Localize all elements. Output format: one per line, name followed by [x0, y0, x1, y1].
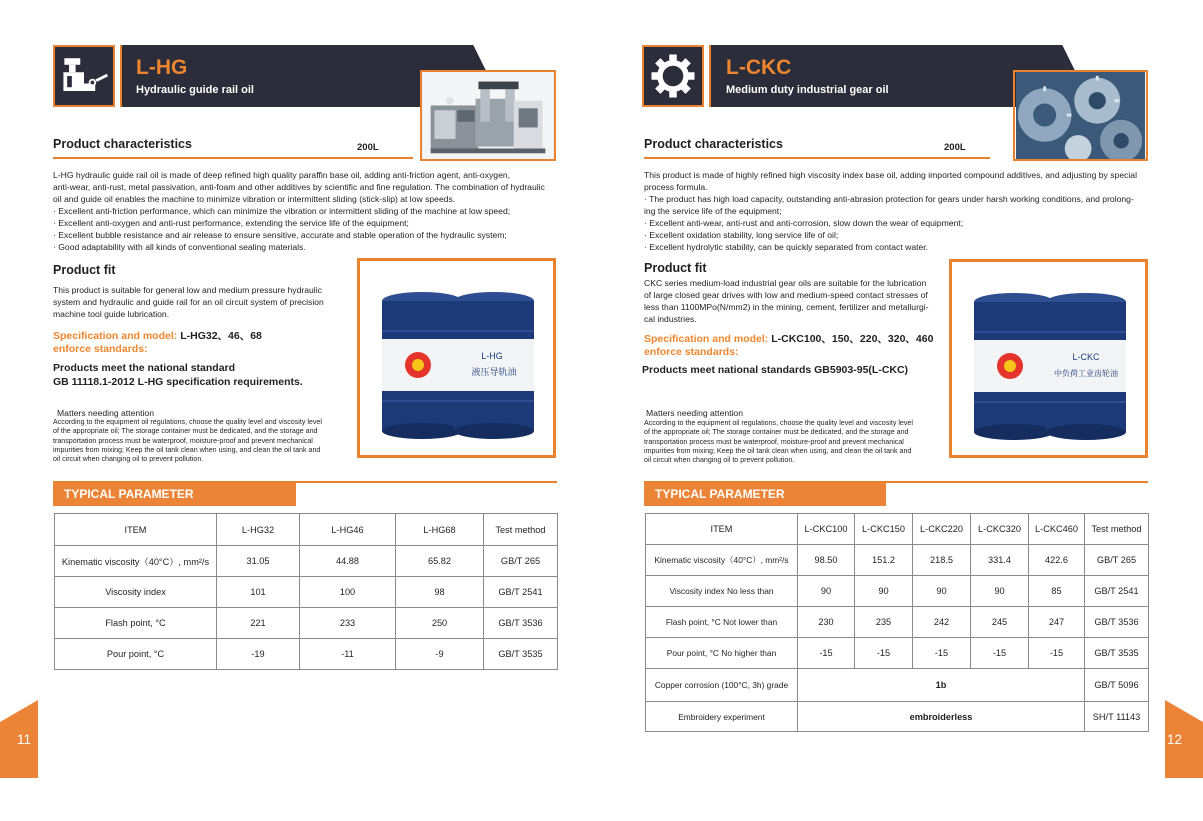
table-header-cell: L-HG32 — [217, 514, 300, 546]
table-cell: 151.2 — [855, 545, 913, 576]
fit-title: Product fit — [644, 261, 707, 275]
table-cell: 422.6 — [1029, 545, 1085, 576]
table-header-row — [55, 514, 558, 546]
matters-line: transportation process must be waterproof, moisture-proof and prevent mechanical — [644, 437, 904, 446]
table-cell: 90 — [798, 576, 855, 607]
table-cell: GB/T 2541 — [484, 577, 558, 608]
table-row — [55, 546, 558, 577]
table-cell: GB/T 3535 — [484, 639, 558, 670]
table-cell: -11 — [300, 639, 396, 670]
table-cell: 31.05 — [217, 546, 300, 577]
fit-line: system and hydraulic and guide rail for an oil circuit system of precision — [53, 297, 324, 307]
table-cell: GB/T 3536 — [484, 608, 558, 639]
fit-title: Product fit — [53, 263, 116, 277]
char-line: · Good adaptability with all kinds of conventional sealing materials. — [53, 242, 306, 252]
section-divider — [644, 157, 990, 159]
parameter-table — [54, 513, 558, 670]
table-header-cell: L-CKC460 — [1029, 514, 1085, 545]
table-cell: 221 — [217, 608, 300, 639]
matters-title: Matters needing attention — [57, 408, 154, 418]
standards-line: Products meet the national standard — [53, 362, 236, 374]
enforce-standards — [53, 343, 148, 355]
gear-icon — [642, 45, 704, 107]
oil-drum-photo — [949, 259, 1148, 458]
table-header-cell: L-HG46 — [300, 514, 396, 546]
typical-parameter-title: TYPICAL PARAMETER — [64, 487, 194, 501]
table-cell: -15 — [1029, 638, 1085, 669]
spec-label: Specification and model: — [53, 330, 178, 342]
drum-label-cn: 中负荷工业齿轮油 — [1054, 369, 1118, 378]
char-line: oil and guide oil enables the machine to minimize vibration or intermittent sliding (stick-slip) at low speeds. — [53, 194, 456, 204]
characteristics-title: Product characteristics — [644, 137, 783, 151]
product-title: L-CKC — [726, 56, 792, 79]
table-cell: Kinematic viscosity（40°C）, mm²/s — [646, 545, 798, 576]
char-line: anti-wear, anti-rust, metal passivation, anti-foam and other additives by scientific and fine regulation. The combination of hydraulic — [53, 182, 545, 192]
enforce-standards — [644, 346, 739, 358]
char-line: process formula. — [644, 182, 708, 192]
table-header-cell: ITEM — [55, 514, 217, 546]
oil-can-icon — [53, 45, 115, 107]
product-title: L-HG — [136, 56, 188, 79]
char-line: · Excellent anti-oxygen and anti-rust performance, extending the service life of the equipment; — [53, 218, 409, 228]
table-header-cell: L-CKC320 — [971, 514, 1029, 545]
page-left — [0, 0, 601, 821]
typical-parameter-bar — [644, 482, 886, 506]
table-cell: -19 — [217, 639, 300, 670]
table-row — [646, 702, 1149, 732]
table-row — [646, 638, 1149, 669]
table-cell: Viscosity index No less than — [646, 576, 798, 607]
spec-model — [53, 328, 262, 343]
table-cell: 245 — [971, 607, 1029, 638]
spec-value: L-HG32、46、68 — [180, 330, 262, 342]
typical-parameter-line — [53, 481, 557, 483]
table-cell: 218.5 — [913, 545, 971, 576]
oil-drum-photo — [357, 258, 556, 458]
fit-line: machine tool guide lubrication. — [53, 309, 170, 319]
char-line: · Excellent bubble resistance and air release to ensure sensitive, accurate and stable operation of the hydraulic system; — [53, 230, 507, 240]
table-cell: GB/T 5096 — [1085, 669, 1149, 702]
size-label: 200L — [357, 142, 379, 153]
char-line: L-HG hydraulic guide rail oil is made of deep refined high quality paraffin base oil, adding anti-friction agent, anti-oxygen, — [53, 170, 511, 180]
drum-label-top: L-CKC — [1072, 352, 1100, 362]
matters-line: impurities from mixing; Keep the oil tank clean when using, and clean the oil tank and — [53, 445, 321, 454]
drum-label-top: L-HG — [481, 351, 503, 361]
table-cell: 98.50 — [798, 545, 855, 576]
characteristics-text — [644, 169, 1149, 253]
parameter-table — [645, 513, 1149, 732]
table-cell: 90 — [971, 576, 1029, 607]
table-cell: 230 — [798, 607, 855, 638]
table-cell: Pour point, °C — [55, 639, 217, 670]
matters-line: oil circuit when changing oil to prevent pollution. — [53, 455, 204, 464]
matters-line: oil circuit when changing oil to prevent pollution. — [644, 456, 795, 465]
typical-parameter-title: TYPICAL PARAMETER — [655, 487, 785, 501]
table-cell: GB/T 3535 — [1085, 638, 1149, 669]
table-cell: 235 — [855, 607, 913, 638]
table-row — [646, 669, 1149, 702]
table-cell: 90 — [913, 576, 971, 607]
matters-line: of the appropriate oil; The storage container must be dedicated, and the storage and — [644, 428, 909, 437]
table-cell: 233 — [300, 608, 396, 639]
fit-line: This product is suitable for general low and medium pressure hydraulic — [53, 285, 322, 295]
table-cell: GB/T 265 — [1085, 545, 1149, 576]
table-cell: 247 — [1029, 607, 1085, 638]
enforce-label: enforce standards: — [644, 346, 739, 358]
table-cell-merged: embroiderless — [798, 702, 1085, 732]
characteristics-text — [53, 169, 559, 253]
table-row — [646, 607, 1149, 638]
table-cell: -9 — [396, 639, 484, 670]
matters-line: impurities from mixing; Keep the oil tank clean when using, and clean the oil tank and — [644, 446, 912, 455]
table-cell: 101 — [217, 577, 300, 608]
table-cell: 85 — [1029, 576, 1085, 607]
characteristics-title: Product characteristics — [53, 137, 192, 151]
typical-parameter-bar — [53, 482, 296, 506]
drum-label-cn: 液压导轨油 — [471, 368, 517, 378]
matters-line: According to the equipment oil regulations, choose the quality level and viscosity level — [53, 418, 322, 426]
product-subtitle: Hydraulic guide rail oil — [136, 84, 254, 96]
table-row — [55, 608, 558, 639]
table-row — [55, 577, 558, 608]
table-header-cell: Test method — [1085, 514, 1149, 545]
table-cell: GB/T 265 — [484, 546, 558, 577]
table-header-cell: L-CKC100 — [798, 514, 855, 545]
table-cell: 242 — [913, 607, 971, 638]
gears-photo — [1013, 70, 1148, 161]
spec-value: L-CKC100、150、220、320、460 — [771, 333, 934, 345]
typical-parameter-line — [644, 481, 1148, 483]
char-line: This product is made of highly refined high viscosity index base oil, adding imported compound additives, and adjusting by special — [644, 170, 1137, 180]
table-header-cell: L-CKC220 — [913, 514, 971, 545]
fit-line: CKC series medium-load industrial gear oils are suitable for the lubrication — [644, 278, 927, 288]
table-cell: GB/T 3536 — [1085, 607, 1149, 638]
table-cell: -15 — [913, 638, 971, 669]
size-label: 200L — [944, 142, 966, 153]
section-divider — [53, 157, 413, 159]
table-cell: GB/T 2541 — [1085, 576, 1149, 607]
char-line: · Excellent hydrolytic stability, can be quickly separated from contact water. — [644, 242, 929, 252]
machine-tool-photo — [420, 70, 556, 161]
spec-label: Specification and model: — [644, 333, 769, 345]
table-cell: Copper corrosion (100°C, 3h) grade — [646, 669, 798, 702]
table-cell: 44.88 — [300, 546, 396, 577]
table-header-cell: L-HG68 — [396, 514, 484, 546]
table-cell: Viscosity index — [55, 577, 217, 608]
table-cell: 100 — [300, 577, 396, 608]
table-header-cell: L-CKC150 — [855, 514, 913, 545]
char-line: · Excellent anti-friction performance, which can minimize the vibration or intermittent sliding of the machine at low speed; — [53, 206, 511, 216]
table-cell: -15 — [971, 638, 1029, 669]
standards-line: Products meet national standards GB5903-95(L-CKC) — [642, 364, 909, 376]
page-right — [602, 0, 1203, 821]
table-header-row — [646, 514, 1149, 545]
table-row — [646, 545, 1149, 576]
matters-line: According to the equipment oil regulations, choose the quality level and viscosity level — [644, 419, 913, 427]
standards-text — [53, 361, 303, 389]
matters-line: transportation process must be waterproof, moisture-proof and prevent mechanical — [53, 436, 313, 445]
table-cell: SH/T 11143 — [1085, 702, 1149, 732]
table-header-cell: ITEM — [646, 514, 798, 545]
table-cell: Embroidery experiment — [646, 702, 798, 732]
fit-line: of large closed gear drives with low and medium-speed contact stresses of — [644, 290, 928, 300]
fit-line: cal industries. — [644, 314, 697, 324]
fit-text — [53, 284, 324, 320]
table-header-cell: Test method — [484, 514, 558, 546]
spec-model — [644, 331, 933, 346]
fit-line: less than 1100MPo(N/mm2) in the mining, cement, fertilizer and metallurgi- — [644, 302, 929, 312]
matters-line: of the appropriate oil; The storage container must be dedicated, and the storage and — [53, 427, 318, 436]
page-number: 11 — [17, 732, 32, 747]
standards-text — [642, 363, 908, 377]
char-line: · Excellent anti-wear, anti-rust and anti-corrosion, slow down the wear of equipment; — [644, 218, 964, 228]
enforce-label: enforce standards: — [53, 343, 148, 355]
table-cell: -15 — [798, 638, 855, 669]
table-cell: 250 — [396, 608, 484, 639]
char-line: · The product has high load capacity, outstanding anti-abrasion protection for gears under harsh working conditions, and prolong- — [644, 194, 1134, 204]
matters-text — [644, 419, 913, 465]
table-cell: 98 — [396, 577, 484, 608]
table-cell: Flash point, °C Not lower than — [646, 607, 798, 638]
page-number: 12 — [1167, 732, 1183, 747]
table-row — [646, 576, 1149, 607]
product-subtitle: Medium duty industrial gear oil — [726, 84, 889, 96]
table-cell: 65.82 — [396, 546, 484, 577]
table-cell-merged: 1b — [798, 669, 1085, 702]
table-row — [55, 639, 558, 670]
table-cell: 331.4 — [971, 545, 1029, 576]
table-cell: -15 — [855, 638, 913, 669]
char-line: ing the service life of the equipment; — [644, 206, 782, 216]
table-cell: Pour point, °C No higher than — [646, 638, 798, 669]
matters-text — [53, 418, 322, 464]
char-line: · Excellent oxidation stability, long service life of oil; — [644, 230, 839, 240]
table-cell: 90 — [855, 576, 913, 607]
table-cell: Flash point, °C — [55, 608, 217, 639]
standards-line: GB 11118.1-2012 L-HG specification requirements. — [53, 376, 303, 388]
table-cell: Kinematic viscosity（40°C）, mm²/s — [55, 546, 217, 577]
matters-title: Matters needing attention — [646, 408, 743, 418]
fit-text — [644, 277, 929, 325]
